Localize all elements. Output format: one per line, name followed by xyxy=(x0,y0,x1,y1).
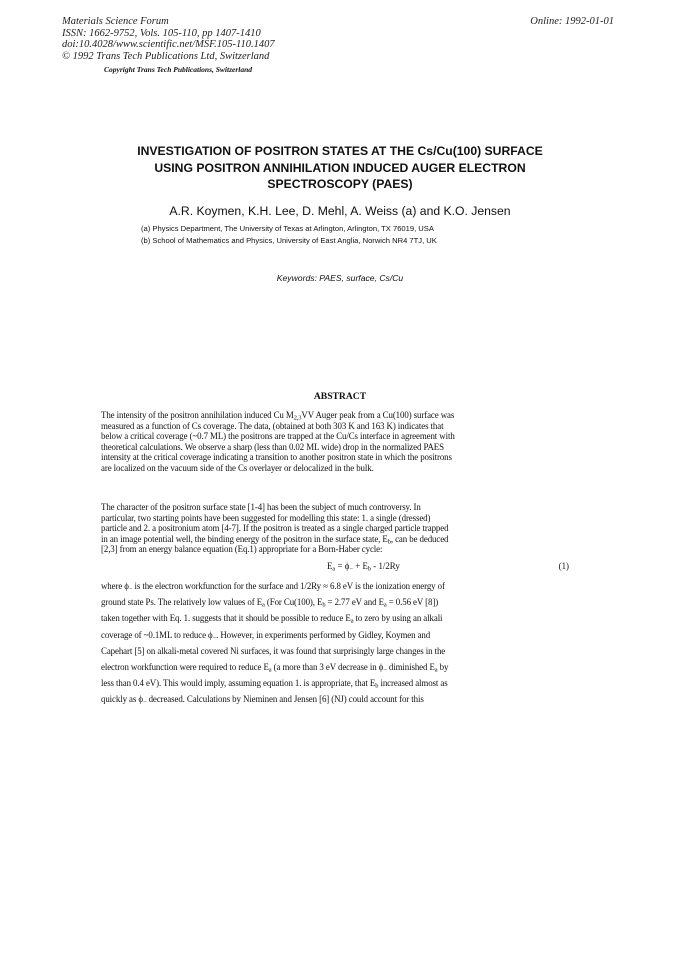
abstract-heading: ABSTRACT xyxy=(313,391,367,402)
text-line: below a critical coverage (~0.7 ML) the positrons are trapped at the Cu/Cs interface in agreement with xyxy=(101,431,455,442)
paper-title xyxy=(80,143,600,193)
text-line: The character of the positron surface state [1-4] has been the subject of much controversy. In xyxy=(101,502,421,512)
text-line: are localized on the vacuum side of the Cs overlayer or delocalized in the bulk. xyxy=(101,462,374,473)
text-line: measured as a function of Cs coverage. The data, (obtained at both 303 K and 163 K) indicates that xyxy=(101,420,444,431)
text-line: theoretical calculations. We observe a sharp (less than 0.02 ML wide) drop in the normalized PAES xyxy=(101,441,444,452)
text-line: The intensity of the positron annihilation induced Cu $M_{2,3}VV$ Auger peak from a Cu(100) surface was xyxy=(101,410,455,422)
doi-line: doi:10.4028/www.scientific.net/MSF.105-110.1407 xyxy=(62,39,275,50)
text-line: intensity at the critical coverage indicating a transition to another positron state in which the positrons xyxy=(101,452,452,463)
text-line: taken together with Eq. 1. suggests that it should be possible to reduce $E_a$ to zero by using an alkali xyxy=(101,613,443,625)
text-line: [2,3] from an energy balance equation (Eq.1) appropriate for a Born-Haber cycle: xyxy=(101,544,383,555)
issn-line: ISSN: 1662-9752, Vols. 105-110, pp 1407-1410 xyxy=(62,27,261,39)
text-line: where $\phi_-$ is the electron workfunction for the surface and 1/2Ry ≈ 6.8 eV is the ionization energy of xyxy=(101,581,445,593)
abstract-text xyxy=(101,410,575,474)
equation-body: $E_a = \phi_- + E_b - 1/2Ry$ xyxy=(327,561,400,573)
title-line: SPECTROSCOPY (PAES) xyxy=(267,177,413,191)
text-line: particular, two starting points have been suggested for modelling this state: 1. a single (dressed) xyxy=(101,512,431,523)
keywords: Keywords: PAES, surface, Cs/Cu xyxy=(276,273,404,283)
journal-header xyxy=(62,16,275,62)
text-line: coverage of ~0.1ML to reduce $\phi_-$. However, in experiments performed by Gidley, Koymen and xyxy=(101,629,431,642)
authors: A.R. Koymen, K.H. Lee, D. Mehl, A. Weiss (a) and K.O. Jensen xyxy=(169,204,511,218)
affiliations xyxy=(141,223,437,246)
title-line: INVESTIGATION OF POSITRON STATES AT THE Cs/Cu(100) SURFACE xyxy=(137,144,543,158)
text-line: particle and 2. a positronium atom [4-7]. If the positron is treated as a single charged particle trapped xyxy=(101,523,449,534)
text-line: Capehart [5] on alkali-metal covered Ni surfaces, it was found that surprisingly large changes in the xyxy=(101,645,446,656)
text-line: quickly as $\phi_-$ decreased. Calculations by Nieminen and Jensen [6] (NJ) could account for this xyxy=(101,694,424,707)
affiliation-b: (b) School of Mathematics and Physics, University of East Anglia, Norwich NR4 7TJ, UK xyxy=(141,235,437,245)
title-line: USING POSITRON ANNIHILATION INDUCED AUGER ELECTRON xyxy=(154,160,526,175)
journal-name: Materials Science Forum xyxy=(62,16,169,27)
text-line: ground state Ps. The relatively low values of $E_a$ (For Cu(100), $E_b = 2.77$ eV and $E_a = 0.56$ eV [8]) xyxy=(101,597,439,609)
equation-number: (1) xyxy=(558,561,569,571)
text-line: electron workfunction were required to reduce $E_a$ (a more than 3 eV decrease in $\phi_-$ diminished $E_a$ by xyxy=(101,662,449,674)
copyright-line: © 1992 Trans Tech Publications Ltd, Switzerland xyxy=(62,50,270,62)
online-date: Online: 1992-01-01 xyxy=(530,16,614,27)
body-paragraph-1 xyxy=(101,502,575,555)
text-line: less than 0.4 eV). This would imply, assuming equation 1. is appropriate, that $E_b$ increased almost as xyxy=(101,678,448,690)
publisher-copyright: Copyright Trans Tech Publications, Switzerland xyxy=(104,65,253,74)
text-line: in an image potential well, the binding energy of the positron in the surface state, $E_b$, can be deduced xyxy=(101,533,449,546)
body-paragraph-2 xyxy=(101,578,575,708)
affiliation-a: (a) Physics Department, The University of Texas at Arlington, Arlington, TX 76019, USA xyxy=(141,224,434,233)
